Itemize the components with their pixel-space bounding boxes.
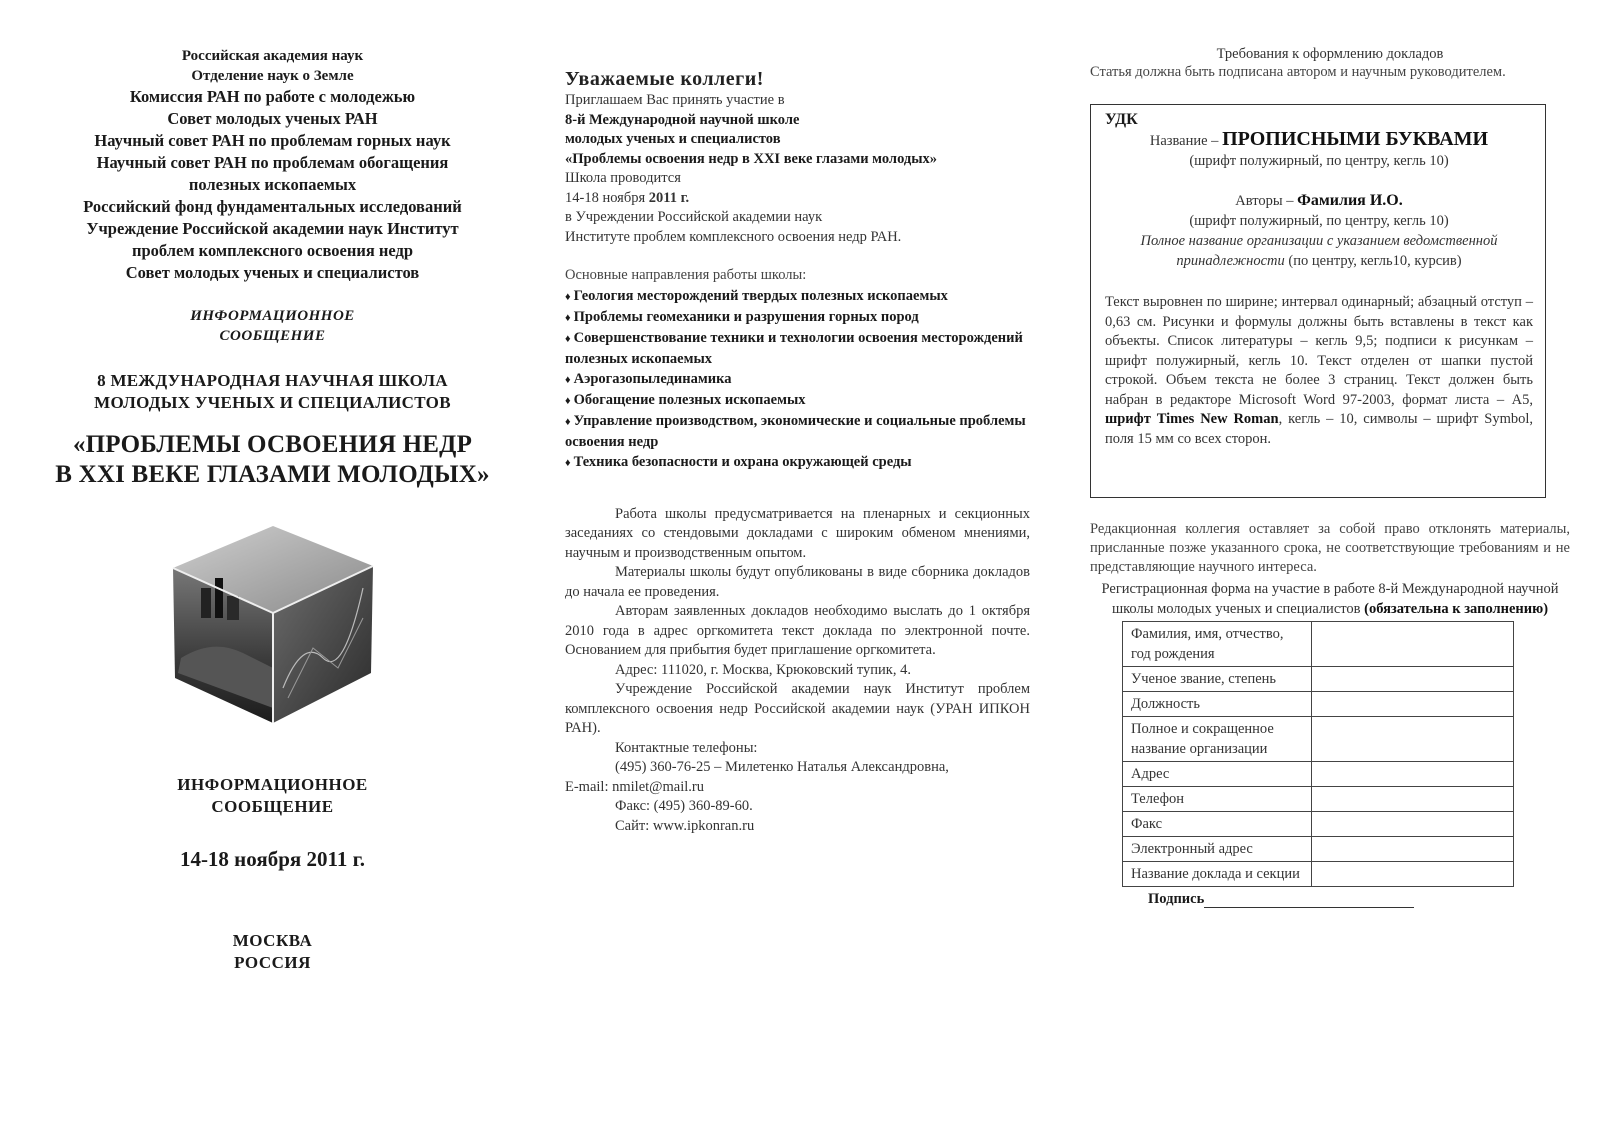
udk-rules-bold: шрифт <box>1105 411 1151 427</box>
school-title <box>30 430 515 490</box>
cube-logo-image <box>163 518 383 728</box>
udk-title-note: (шрифт полужирный, по центру, кегль 10) <box>1189 153 1449 169</box>
udk-authors-note: (шрифт полужирный, по центру, кегль 10) <box>1189 213 1449 229</box>
direction-item <box>565 452 1030 473</box>
org-line: полезных ископаемых <box>188 175 357 194</box>
info-message-label <box>30 306 515 346</box>
directions-list <box>565 286 1030 473</box>
org-line: Научный совет РАН по проблемам обогащения <box>96 153 449 172</box>
udk-rules-font: Times New Roman <box>1156 411 1279 427</box>
field-value-cell[interactable] <box>1312 667 1514 692</box>
cover-panel <box>30 0 515 1134</box>
table-row <box>1123 667 1514 692</box>
cube-logo <box>163 518 383 728</box>
dates-year: 2011 г. <box>648 189 690 206</box>
field-value-cell[interactable] <box>1312 717 1514 762</box>
direction-item <box>565 328 1030 369</box>
field-label: Электронный адрес <box>1123 837 1312 862</box>
institution-text: Учреждение Российской академии наук Институт проблем комплексного освоения недр Российской академии наук (УРАН ИПКОН РАН). <box>565 681 1030 736</box>
field-value-cell[interactable] <box>1312 787 1514 812</box>
info-line: ИНФОРМАЦИОННОЕ <box>177 775 368 794</box>
editorial-note: Редакционная коллегия оставляет за собой право отклонять материалы, присланные позже указанного срока, не соответствующие требованиям и не представляющие научного интереса. <box>1090 521 1570 575</box>
diamond-bullet-icon: ♦ <box>565 332 571 345</box>
org-line: Научный совет РАН по проблемам горных наук <box>94 131 451 150</box>
direction-text: Обогащение полезных ископаемых <box>573 391 806 408</box>
requirements-subtext: Статья должна быть подписана автором и научным руководителем. <box>1090 64 1506 80</box>
udk-label: УДК <box>1105 111 1138 128</box>
udk-sample-box <box>1090 104 1546 498</box>
field-value-cell[interactable] <box>1312 622 1514 667</box>
email-text: E-mail: nmilet@mail.ru <box>565 778 704 795</box>
info-message-label-2 <box>30 774 515 818</box>
school-bold-line: «Проблемы освоения недр в XXI веке глазами молодых» <box>565 150 938 167</box>
udk-title-value: ПРОПИСНЫМИ БУКВАМИ <box>1222 128 1489 150</box>
field-value-cell[interactable] <box>1312 862 1514 887</box>
school-name <box>30 370 515 414</box>
field-label: Телефон <box>1123 787 1312 812</box>
udk-org-italic: Полное название организации с указанием ведомственной принадлежности <box>1140 233 1498 269</box>
materials-paragraph: Материалы школы будут опубликованы в виде сборника докладов до начала ее проведения. <box>565 564 1030 600</box>
school-name-line: МОЛОДЫХ УЧЕНЫХ И СПЕЦИАЛИСТОВ <box>94 393 451 412</box>
directions-heading: Основные направления работы школы: <box>565 267 807 283</box>
udk-rules-text <box>1105 293 1533 449</box>
registration-required-note: (обязательна к заполнению) <box>1364 601 1549 617</box>
direction-item <box>565 411 1030 452</box>
signature-label: Подпись <box>1148 891 1205 907</box>
direction-item <box>565 369 1030 390</box>
diamond-bullet-icon: ♦ <box>565 373 571 386</box>
direction-text: Управление производством, экономические и социальные проблемы освоения недр <box>565 412 1026 450</box>
registration-title-text: Регистрационная форма на участие в работе 8-й Международной научной школы молодых ученых и специалистов <box>1101 581 1559 617</box>
table-row <box>1123 837 1514 862</box>
field-value-cell[interactable] <box>1312 762 1514 787</box>
signature-field[interactable] <box>1204 893 1414 908</box>
info-line: СООБЩЕНИЕ <box>211 797 334 816</box>
table-row <box>1123 762 1514 787</box>
direction-text: Совершенствование техники и технологии освоения месторождений полезных ископаемых <box>565 329 1023 367</box>
field-label: Название доклада и секции <box>1123 862 1312 887</box>
fax-text: Факс: (495) 360-89-60. <box>615 798 753 814</box>
diamond-bullet-icon: ♦ <box>565 311 571 324</box>
direction-text: Проблемы геомеханики и разрушения горных пород <box>573 308 919 325</box>
direction-text: Аэрогазопылединамика <box>573 370 732 387</box>
signature-line <box>1148 891 1570 908</box>
authors-paragraph: Авторам заявленных докладов необходимо выслать до 1 октября 2010 года в адрес оргкомитета текст доклада по электронной почте. Основанием для прибытия будет приглашение оргкомитета. <box>565 603 1030 658</box>
field-label: Факс <box>1123 812 1312 837</box>
direction-item <box>565 307 1030 328</box>
requirements-panel <box>1090 0 1570 1134</box>
table-row <box>1123 862 1514 887</box>
dates-text <box>565 189 1030 209</box>
field-label: Адрес <box>1123 762 1312 787</box>
school-name-line: 8 МЕЖДУНАРОДНАЯ НАУЧНАЯ ШКОЛА <box>97 371 448 390</box>
site-text: Сайт: www.ipkonran.ru <box>615 817 755 834</box>
diamond-bullet-icon: ♦ <box>565 290 571 303</box>
school-work-paragraph: Работа школы предусматривается на пленарных и секционных заседаниях со стендовыми докладами с широким обменом мнениями, научным и производственным опытом. <box>565 505 1030 561</box>
field-label: Фамилия, имя, отчество, год рождения <box>1123 622 1312 667</box>
dates-prefix: 14-18 ноября <box>565 189 646 206</box>
phone-text: (495) 360-76-25 – Милетенко Наталья Александровна, <box>615 759 949 775</box>
school-title-line: «ПРОБЛЕМЫ ОСВОЕНИЯ НЕДР <box>72 431 473 458</box>
organizers-list <box>30 46 515 284</box>
udk-title-prefix: Название – <box>1149 133 1219 149</box>
diamond-bullet-icon: ♦ <box>565 394 571 407</box>
udk-org-line <box>1105 231 1533 271</box>
info-line: СООБЩЕНИЕ <box>219 328 326 344</box>
direction-item <box>565 390 1030 411</box>
field-value-cell[interactable] <box>1312 837 1514 862</box>
field-label: Должность <box>1123 692 1312 717</box>
invitation-panel <box>565 0 1030 1134</box>
school-bold-line: 8-й Международной научной школе <box>565 111 800 128</box>
invite-text: Приглашаем Вас принять участие в <box>565 92 785 108</box>
direction-item <box>565 286 1030 307</box>
org-line: Отделение наук о Земле <box>191 68 354 84</box>
table-row <box>1123 692 1514 717</box>
udk-rules-part: Текст выровнен по ширине; интервал одинарный; абзацный отступ – 0,63 см. Рисунки и формулы должны быть вставлены в текст как объекты. Список литературы – кегль 9,5; подписи к рисункам – шрифт полужирный, кегль 10. Текст отделен от шапки пустой строкой. Объем текста не более 3 страниц. Текст должен быть набран в редакторе Microsoft Word 97-2003, формат листа – А5, <box>1105 294 1533 408</box>
udk-authors-value: Фамилия И.О. <box>1297 192 1403 209</box>
city-line: МОСКВА <box>232 931 313 950</box>
field-label: Полное и сокращенное название организации <box>1123 717 1312 762</box>
table-row <box>1123 812 1514 837</box>
place-line: в Учреждении Российской академии наук <box>565 209 823 225</box>
school-bold-line: молодых ученых и специалистов <box>565 131 781 147</box>
org-line: проблем комплексного освоения недр <box>131 241 414 260</box>
field-label: Ученое звание, степень <box>1123 667 1312 692</box>
org-line: Комиссия РАН по работе с молодежью <box>129 87 416 106</box>
table-row <box>1123 717 1514 762</box>
udk-authors-line <box>1105 191 1533 211</box>
udk-authors-prefix: Авторы – <box>1235 193 1294 209</box>
org-line: Совет молодых ученых и специалистов <box>125 263 420 282</box>
udk-rules-part: , кегль – 10, символы – шрифт Symbol, поля 15 мм со всех сторон. <box>1105 411 1533 447</box>
table-row <box>1123 622 1514 667</box>
org-line: Учреждение Российской академии наук Институт <box>86 219 459 238</box>
place-line: Институте проблем комплексного освоения недр РАН. <box>565 228 902 245</box>
diamond-bullet-icon: ♦ <box>565 415 571 428</box>
address-text: Адрес: 111020, г. Москва, Крюковский тупик, 4. <box>615 661 911 678</box>
event-dates: 14-18 ноября 2011 г. <box>179 847 366 871</box>
event-city <box>30 930 515 974</box>
held-text: Школа проводится <box>565 170 681 186</box>
org-line: Российская академия наук <box>181 48 364 64</box>
school-title-line: В XXI ВЕКЕ ГЛАЗАМИ МОЛОДЫХ» <box>55 461 490 488</box>
diamond-bullet-icon: ♦ <box>565 456 571 469</box>
udk-title-line <box>1105 129 1533 151</box>
org-line: Российский фонд фундаментальных исследований <box>83 197 462 216</box>
country-line: РОССИЯ <box>234 953 311 972</box>
org-line: Совет молодых ученых РАН <box>167 109 378 128</box>
registration-table <box>1122 621 1514 887</box>
udk-org-note: (по центру, кегль10, курсив) <box>1288 253 1462 269</box>
field-value-cell[interactable] <box>1312 812 1514 837</box>
direction-text: Геология месторождений твердых полезных ископаемых <box>573 287 948 304</box>
greeting: Уважаемые коллеги! <box>565 68 764 90</box>
field-value-cell[interactable] <box>1312 692 1514 717</box>
contacts-heading: Контактные телефоны: <box>615 739 758 756</box>
direction-text: Техника безопасности и охрана окружающей среды <box>573 453 912 470</box>
requirements-heading: Требования к оформлению докладов <box>1216 46 1444 62</box>
table-row <box>1123 787 1514 812</box>
info-line: ИНФОРМАЦИОННОЕ <box>190 308 355 324</box>
registration-form-title <box>1090 579 1570 619</box>
